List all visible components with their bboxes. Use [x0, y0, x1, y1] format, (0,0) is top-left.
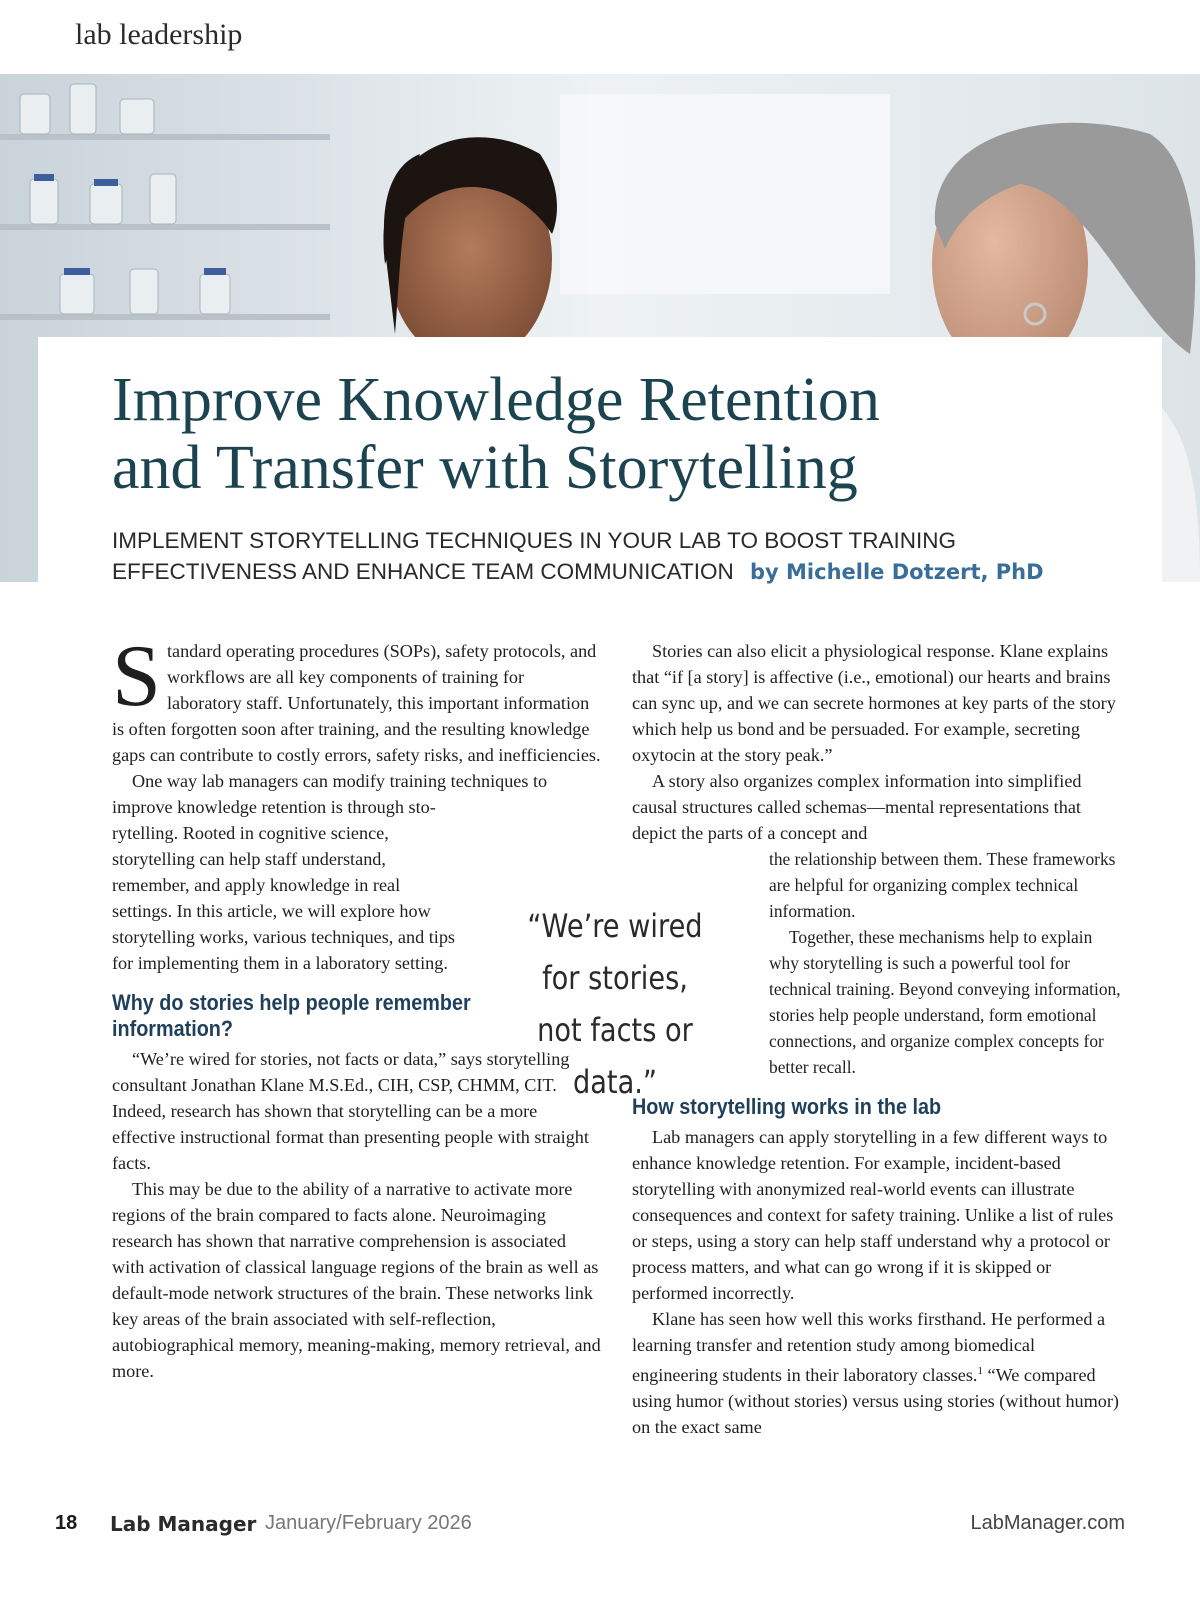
page-footer — [0, 1512, 1200, 1552]
section-heading-why-stories: Why do stories help people remember information? — [112, 990, 471, 1041]
paragraph-7: Together, these mechanisms help to explain why storytelling is such a powerful tool for technical training. Beyond conveying information, stories help people understand, form emotional connections, and organize complex concepts for better recall. — [769, 927, 1121, 1077]
intro-paragraph — [112, 628, 602, 768]
paragraph-2a: One way lab managers can modify training techniques to improve knowledge retention is through sto- — [112, 771, 548, 817]
issue-date: January/February 2026 — [265, 1512, 472, 1534]
paragraph-9-text: Klane has seen how well this works firsthand. He performed a learning transfer and retention study among biomedical engineering students in their laboratory classes. — [632, 1309, 1106, 1386]
byline: by Michelle Dotzert, PhD — [750, 560, 1044, 584]
page-number: 18 — [55, 1512, 78, 1534]
section-heading-how-storytelling-works: How storytelling works in the lab — [632, 1094, 942, 1119]
title-line-1: Improve Knowledge Retention — [112, 366, 880, 434]
right-column — [632, 638, 1124, 1440]
pull-quote: “We’re wired for stories, not facts or data.” — [527, 907, 703, 1101]
article-subtitle — [112, 525, 1152, 588]
article-title — [112, 366, 1112, 502]
subtitle-line-2: EFFECTIVENESS AND ENHANCE TEAM COMMUNICATION — [112, 559, 734, 584]
title-line-2: and Transfer with Storytelling — [112, 434, 858, 502]
paragraph-9-continued: “We compared using humor (without stories) versus using stories (without humor) on the exact same — [632, 1365, 1119, 1438]
paragraph-3: “We’re wired for stories, not facts or data,” says storytelling consultant Jonathan Klane M.S.Ed., CIH, CSP, CHMM, CIT. Indeed, research has shown that storytelling can be a more effective instructional format than presenting people with straight facts. — [112, 1049, 589, 1173]
section-label: lab leadership — [75, 18, 243, 51]
website-link[interactable]: LabManager.com — [970, 1512, 1125, 1534]
drop-cap: S — [112, 628, 161, 725]
intro-text: tandard operating procedures (SOPs), safety protocols, and workflows are all key components of training for laboratory staff. Unfortunately, this important information is often forgotten soon after training, and the resulting knowledge gaps can contribute to costly errors, safety risks, and inefficiencies. — [112, 641, 601, 765]
paragraph-6b: the relationship between them. These frameworks are helpful for organizing complex technical information. — [769, 849, 1116, 921]
paragraph-4: This may be due to the ability of a narrative to activate more regions of the brain compared to facts alone. Neuroimaging research has shown that narrative comprehension is associated with activation of classical language regions of the brain as well as default-mode network structures of the brain. These networks link key areas of the brain associated with self-reflection, autobiographical memory, meaning-making, memory retrieval, and more. — [112, 1179, 601, 1381]
wrapped-text-block — [769, 846, 1124, 1080]
paragraph-9 — [632, 1306, 1124, 1440]
paragraph-5: Stories can also elicit a physiological response. Klane explains that “if [a story] is affective (i.e., emotional) our hearts and brains can sync up, and we can secrete hormones at key parts of the story which help us bond and be persuaded. For example, secreting oxytocin at the story peak.” — [632, 641, 1116, 765]
magazine-name: Lab Manager — [110, 1512, 257, 1536]
paragraph-6a: A story also organizes complex information into simplified causal structures called schemas—mental representations that depict the parts of a concept and — [632, 771, 1082, 843]
footnote-ref: 1 — [977, 1365, 983, 1377]
paragraph-2b: rytelling. Rooted in cognitive science, storytelling can help staff understand, remember, and apply knowledge in real settings. In this article, we will explore how storytelling works, various techniques, and tips for implementing them in a laboratory setting. — [112, 823, 455, 973]
subtitle-line-1: IMPLEMENT STORYTELLING TECHNIQUES IN YOUR LAB TO BOOST TRAINING — [112, 528, 956, 553]
paragraph-8: Lab managers can apply storytelling in a few different ways to enhance knowledge retention. For example, incident-based storytelling with anonymized real-world events can illustrate consequences and context for safety training. Unlike a list of rules or steps, using a story can help staff understand why a protocol or process matters, and what can go wrong if it is skipped or performed incorrectly. — [632, 1127, 1114, 1303]
